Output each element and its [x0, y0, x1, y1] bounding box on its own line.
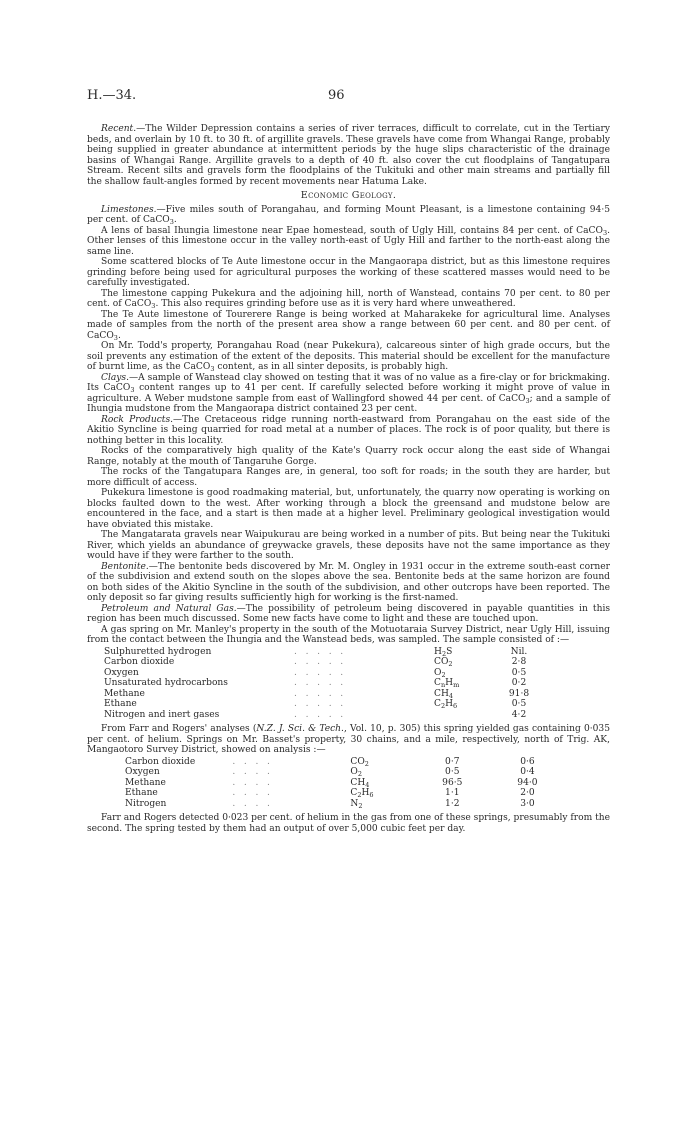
gas-value: 91·8 [508, 688, 530, 699]
gas-value-spring-1: 1·1 [445, 788, 460, 798]
leader-dots: . . . . [232, 767, 270, 777]
gas-value: 2·8 [511, 657, 527, 667]
leader-dots: . . . . . [294, 657, 344, 667]
gas-value: 0·5 [511, 667, 527, 678]
geology-paragraph: Pukekura limestone is good roadmaking material, but, unfortunately, the quarry now operating is working on blocks faulted down to the west. After working through a block the greensand and mudstone below are encountered in the face, and a start is then made at a higher level. Preliminary geological investigation would have obviated this mistake. [87, 488, 610, 530]
geology-paragraph: The Te Aute limestone of Tourerere Range is being worked at Maharakeke for agricultural lime. Analyses made of samples from the north of the present area show a range between 60 per cent. and 80 per cent. of CaCO$_3$. [87, 309, 610, 342]
geology-paragraph: Clays.—A sample of Wanstead clay showed on testing that it was of no value as a fire-clay or for brickmaking. Its CaCO$_3$ content ranges up to 41 per cent. If carefully selected before working it might prove of value in agriculture. A Weber mudstone sample from east of Wallingford showed 44 per cent. of CaCO$_3$; and a sample of Ihungia mudstone from the Mangaorapa district contained 23 per cent. [87, 372, 611, 414]
gas-table-row [104, 668, 544, 679]
gas-value-spring-1: 96·5 [442, 777, 463, 788]
gas-name: Methane [125, 777, 166, 788]
gas-value: 0·2 [511, 678, 527, 688]
gas-formula: $O_2$ [350, 767, 362, 778]
gas-formula: $N_2$ [350, 798, 363, 810]
gas-name: Ethane [125, 788, 158, 798]
gas-formula: $CO_2$ [434, 657, 453, 668]
gas-value-spring-1: 1·2 [445, 798, 460, 809]
recent-paragraph: Recent.—The Wilder Depression contains a series of river terraces, difficult to correlate, cut in the Tertiary beds, and overlain by 10 ft. to 30 ft. of argillite gravels. These gravels have come from Whangai Range, probably being supplied in greater abundance at intermittent periods by the huge slips characteristic of the drainage basins of Whangai Range. Argillite gravels to a depth of 40 ft. also cover the cut floodplains of Tangatupara Stream. Recent silts and gravels form the floodplains of the Tukituki and other main streams and partially fill the shallow fault-angles formed by recent movements near Hatuma Lake. [87, 124, 610, 187]
gas-analysis-table-2 [125, 757, 565, 810]
leader-dots: . . . . [232, 756, 270, 767]
gas-name: Sulphuretted hydrogen [104, 646, 212, 657]
gas-table-row [104, 689, 544, 700]
gas-formula: $O_2$ [434, 667, 446, 679]
gas-name: Oxygen [125, 767, 160, 777]
gas-formula: $CH_4$ [350, 777, 370, 789]
page-body [87, 124, 610, 834]
leader-dots: . . . . . [294, 699, 344, 709]
gas-analysis-table-1 [104, 647, 544, 721]
gas-value-spring-2: 94·0 [517, 777, 538, 788]
gas-value-spring-1: 0·5 [445, 767, 460, 777]
gas-name: Carbon dioxide [125, 756, 196, 767]
geology-paragraph: Rocks of the comparatively high quality of the Kate's Quarry rock occur along the east side of Whangai Range, notably at the mouth of Tangaruhe Gorge. [87, 446, 610, 467]
geology-paragraph: The Mangatarata gravels near Waipukurau are being worked in a number of pits. But being near the Tukituki River, which yields an abundance of greywacke gravels, these deposits have not the same importance as they would have if they were farther to the south. [87, 530, 610, 561]
geology-paragraph: A lens of basal Ihungia limestone near Epae homestead, south of Ugly Hill, contains 84 per cent. of CaCO$_3$. Other lenses of this limestone occur in the valley north-east of Ugly Hill and farther to the north-east along the same line. [87, 225, 610, 257]
leader-dots: . . . . . [294, 646, 344, 657]
leader-dots: . . . . . [294, 688, 344, 699]
leader-dots: . . . . [232, 788, 270, 798]
gas-formula: $C_2H_6$ [350, 788, 374, 799]
report-series-label: H.—34. [87, 88, 137, 103]
gas-table-row [125, 778, 565, 789]
gas-name: Nitrogen [125, 798, 167, 809]
gas-name: Nitrogen and inert gases [104, 709, 220, 720]
geology-paragraph: Limestones.—Five miles south of Porangahau, and forming Mount Pleasant, is a limestone containing 94·5 per cent. of CaCO$_3$. [87, 204, 610, 226]
leader-dots: . . . . . [294, 678, 344, 688]
geology-paragraph: A gas spring on Mr. Manley's property in the south of the Motuotaraia Survey District, near Ugly Hill, issuing from the contact between the Ihungia and the Wanstead beds, was sampled. The sample consisted of :— [87, 624, 610, 645]
gas-value-spring-1: 0·7 [445, 756, 460, 767]
gas-name: Oxygen [104, 667, 139, 678]
leader-dots: . . . . [232, 777, 270, 788]
page-number: 96 [328, 88, 345, 103]
paragraph-helium-analysis: From Farr and Rogers' analyses (N.Z. J. Sci. & Tech., Vol. 10, p. 305) this spring yielded gas containing 0·035 per cent. of helium. Springs on Mr. Basset's property, 30 chains, and a mile, respectively, north of Trig. AK, Mangaotoro Survey District, showed on analysis :— [87, 724, 610, 755]
gas-value: 4·2 [511, 709, 527, 720]
gas-table-row [125, 788, 565, 799]
gas-table-row [125, 799, 565, 810]
gas-formula: $CO_2$ [350, 756, 369, 768]
geology-paragraph: On Mr. Todd's property, Porangahau Road (near Pukekura), calcareous sinter of high grade occurs, but the soil prevents any estimation of the extent of the deposits. This material should be excellent for the manufacture of burnt lime, as the CaCO$_3$ content, as in all sinter deposits, is probably high. [87, 341, 610, 373]
geology-paragraph: Petroleum and Natural Gas.—The possibility of petroleum being discovered in payable quantities in this region has been much discussed. Some new facts have come to light and these are touched upon. [87, 603, 611, 624]
gas-value-spring-2: 0·4 [520, 767, 535, 777]
geology-paragraph: The rocks of the Tangatupara Ranges are, in general, too soft for roads; in the south they are harder, but more difficult of access. [87, 467, 610, 488]
gas-table-row [104, 678, 544, 689]
gas-name: Unsaturated hydrocarbons [104, 678, 228, 688]
gas-name: Carbon dioxide [104, 657, 175, 667]
gas-table-row [125, 767, 565, 778]
gas-formula: $C_2H_6$ [434, 699, 458, 710]
gas-table-row [125, 757, 565, 768]
paragraph-helium-detection: Farr and Rogers detected 0·023 per cent. of helium in the gas from one of these springs, presumably from the second. The spring tested by them had an output of over 5,000 cubic feet per day. [87, 813, 610, 834]
gas-table-row [104, 657, 544, 668]
intro-section [87, 124, 610, 187]
leader-dots: . . . . . [294, 667, 344, 678]
geology-paragraph: The limestone capping Pukekura and the adjoining hill, north of Wanstead, contains 70 per cent. to 80 per cent. of CaCO$_3$. This also requires grinding before use as it is very hard where unweathered. [87, 288, 610, 310]
gas-formula: $CH_4$ [434, 688, 454, 700]
gas-table-row [104, 710, 544, 721]
gas-name: Methane [104, 688, 145, 699]
gas-value-spring-2: 0·6 [520, 756, 535, 767]
gas-value-spring-2: 3·0 [520, 798, 535, 809]
economic-geology-section [87, 205, 610, 646]
gas-table-row [104, 647, 544, 658]
gas-formula: $C_nH_m$ [434, 678, 460, 689]
section-heading: Economic Geology. [300, 190, 397, 201]
gas-formula: $H_2S$ [434, 646, 453, 658]
leader-dots: . . . . . [294, 709, 344, 720]
geology-paragraph: Rock Products.—The Cretaceous ridge running north-eastward from Porangahau on the east side of the Akitio Syncline is being quarried for road metal at a number of places. The rock is of poor quality, but there is nothing better in this locality. [87, 414, 610, 446]
gas-value-spring-2: 2·0 [520, 788, 535, 798]
geology-paragraph: Bentonite.—The bentonite beds discovered by Mr. M. Ongley in 1931 occur in the extreme south-east corner of the subdivision and extend south on the slopes above the sea. Bentonite beds at the same horizon are found on both sides of the Akitio Syncline in the south of the subdivision, and other outcrops have been reported. The only deposit so far giving results sufficiently high for working is the first-named. [87, 561, 610, 603]
gas-value: Nil. [510, 646, 528, 657]
gas-table-row [104, 699, 544, 710]
gas-name: Ethane [104, 699, 137, 709]
gas-value: 0·5 [511, 699, 527, 709]
leader-dots: . . . . [232, 798, 270, 809]
geology-paragraph: Some scattered blocks of Te Aute limestone occur in the Mangaorapa district, but as this limestone requires grinding before being used for agricultural purposes the working of these scattered masses would need to be carefully investigated. [87, 257, 610, 288]
gas-formula [434, 710, 494, 721]
